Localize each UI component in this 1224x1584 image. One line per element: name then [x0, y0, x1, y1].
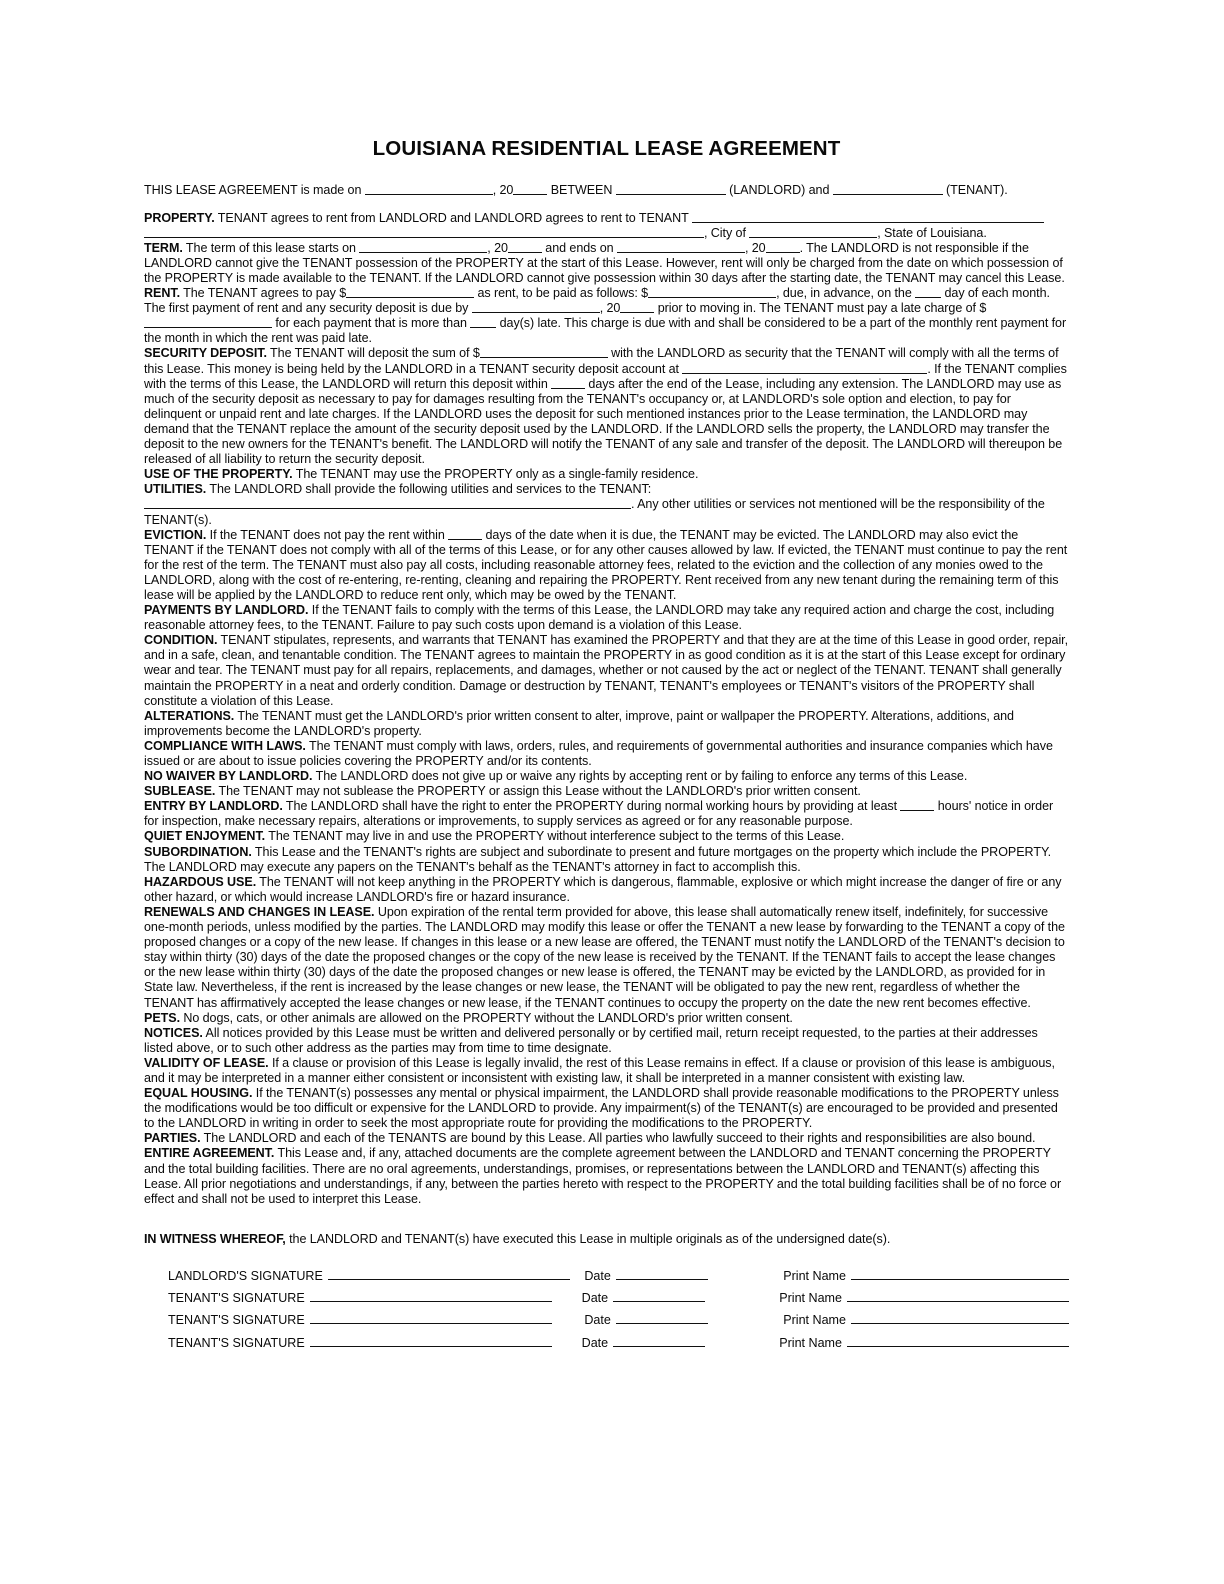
landlord-date-field[interactable] — [584, 1269, 783, 1283]
property-address-blank-1[interactable] — [692, 211, 1044, 222]
tenant2-print-name-field[interactable] — [783, 1313, 1069, 1327]
utilities-text-1: The LANDLORD shall provide the following utilities and services to the TENANT: — [209, 482, 652, 497]
rent-text-3: , due, in advance, on the — [776, 286, 916, 301]
eviction-text-2: days of the date when it is due, the TENANT may be evicted. The LANDLORD may also evict the TENANT if the TENANT does not comply with all of the terms of this Lease, or for any other causes allowed by law. If evicted, the TENANT must continue to pay the rent for the rest of the term. The TENANT must also pay all costs, including reasonable attorney fees, related to the eviction and the collection of any monies owed to the LANDLORD, along with the cost of re-entering, re-renting, cleaning and repairing the PROPERTY. Rent received from any new tenant during the remaining term of this lease will be applied by the LANDLORD to reduce rent only, which may be owed by the TENANT. — [144, 527, 1068, 602]
section-compliance-with-laws — [144, 739, 1069, 769]
landlord-date-line[interactable] — [616, 1269, 708, 1280]
rent-text-1: The TENANT agrees to pay $ — [183, 286, 347, 301]
term-text-4: , 20 — [744, 240, 766, 255]
term-text-2: , 20 — [487, 240, 508, 255]
section-body-alterations: The TENANT must get the LANDLORD's prior written consent to alter, improve, paint or wallpaper the PROPERTY. Alterations, additions, and improvements become the LANDLORD's property. — [144, 708, 1014, 738]
tenant3-date-line[interactable] — [613, 1335, 705, 1346]
security-deposit-amount-blank[interactable] — [480, 347, 608, 358]
tenant1-date-label: Date — [581, 1291, 609, 1306]
section-heading-property: PROPERTY. — [144, 210, 215, 225]
section-heading-pets: PETS. — [144, 1010, 181, 1025]
security-text-3: . If the TENANT complies with the terms of this Lease, the LANDLORD will return this deposit within — [144, 361, 1067, 391]
section-alterations — [144, 709, 1069, 739]
section-heading-notices: NOTICES. — [144, 1025, 203, 1040]
term-text-5: . The LANDLORD is not responsible if the LANDLORD cannot give the TENANT possession of the PROPERTY at the start of this Lease. However, rent will only be charged from the date on which possession of the PROPERTY is made available to the TENANT. If the LANDLORD cannot give possession within 30 days after the starting date, the TENANT may cancel this Lease. — [144, 240, 1065, 286]
landlord-date-label: Date — [584, 1268, 611, 1283]
term-end-year-blank[interactable] — [766, 242, 800, 253]
section-parties — [144, 1131, 1069, 1146]
tenant2-signature-label: TENANT'S SIGNATURE — [168, 1313, 305, 1328]
tenant3-date-field[interactable] — [582, 1335, 780, 1349]
section-heading-renewals-and-changes: RENEWALS AND CHANGES IN LEASE. — [144, 904, 375, 919]
section-subordination — [144, 845, 1069, 875]
intro-text-3: BETWEEN — [547, 182, 616, 197]
security-deposit-account-blank[interactable] — [682, 362, 927, 373]
signature-block — [144, 1269, 1069, 1358]
section-heading-eviction: EVICTION. — [144, 527, 207, 542]
property-city-text: , City of — [704, 225, 750, 240]
section-heading-utilities: UTILITIES. — [144, 482, 207, 497]
section-heading-use-of-property: USE OF THE PROPERTY. — [144, 467, 293, 482]
tenant3-signature-label: TENANT'S SIGNATURE — [168, 1335, 305, 1350]
landlord-print-name-label: Print Name — [783, 1268, 846, 1283]
section-heading-compliance-with-laws: COMPLIANCE WITH LAWS. — [144, 738, 306, 753]
tenant2-signature-field[interactable] — [168, 1313, 584, 1327]
section-no-waiver-by-landlord — [144, 769, 1069, 784]
section-body-validity-of-lease: If a clause or provision of this Lease is legally invalid, the rest of this Lease remains in effect. If a clause or provision of this lease is ambiguous, and it may be interpreted in a manner either consistent or inconsistent with existing law, it shall be interpreted in a manner consistent with existing law. — [144, 1055, 1055, 1085]
property-address-blank-2[interactable] — [144, 226, 704, 237]
section-body-subordination: This Lease and the TENANT's rights are subject and subordinate to present and future mortgages on the property which include the PROPERTY. The LANDLORD may execute any papers on the TENANT's behalf as the TENANT's attorney in fact to accomplish this. — [144, 844, 1052, 874]
tenant3-signature-line[interactable] — [310, 1335, 552, 1346]
section-body-entire-agreement: This Lease and, if any, attached documents are the complete agreement between the LANDLORD and TENANT concerning the PROPERTY and the total building facilities. There are no oral agreements, understandings, promises, or representations between the LANDLORD and TENANT(s) affecting this Lease. All prior negotiations and understandings, if any, between the parties hereto with respect to the PROPERTY and the total building facilities shall be of no force or effect and shall not be used to interpret this Lease. — [144, 1146, 1062, 1206]
security-text-1: The TENANT will deposit the sum of $ — [270, 346, 480, 361]
section-heading-entry-by-landlord: ENTRY BY LANDLORD. — [144, 799, 283, 814]
property-city-blank[interactable] — [749, 226, 877, 237]
tenant1-signature-line[interactable] — [310, 1291, 552, 1302]
section-notices — [144, 1026, 1069, 1056]
rent-text-8: day(s) late. This charge is due with and shall be considered to be a part of the monthly rent payment for the month in which the rent was paid late. — [144, 316, 1067, 346]
tenant2-print-name-line[interactable] — [851, 1313, 1069, 1324]
section-payments-by-landlord — [144, 603, 1069, 633]
section-heading-security-deposit: SECURITY DEPOSIT. — [144, 346, 267, 361]
section-heading-condition: CONDITION. — [144, 633, 218, 648]
entry-text-2: hours' notice in order for inspection, make necessary repairs, alterations or improvements, to supply services as agreed or for any reasonable purpose. — [144, 799, 1054, 829]
tenant2-signature-line[interactable] — [310, 1313, 552, 1324]
section-pets — [144, 1011, 1069, 1026]
section-body-no-waiver-by-landlord: The LANDLORD does not give up or waive any rights by accepting rent or by failing to enforce any terms of this Lease. — [315, 769, 968, 784]
rent-installment-blank[interactable] — [648, 287, 776, 298]
section-term — [144, 241, 1069, 286]
section-body-quiet-enjoyment: The TENANT may live in and use the PROPERTY without interference subject to the terms of this Lease. — [268, 829, 845, 844]
section-heading-entire-agreement: ENTIRE AGREEMENT. — [144, 1146, 275, 1161]
tenant1-signature-label: TENANT'S SIGNATURE — [168, 1291, 305, 1306]
security-text-4: days after the end of the Lease, including any extension. The LANDLORD may use as much of the security deposit as necessary to pay for damages resulting from the TENANT's occupancy or, at LANDLORD's sole option and election, to pay for delinquent or unpaid rent and late charges. If the LANDLORD uses the deposit for such mentioned instances prior to the Lease termination, the LANDLORD may demand that the TENANT replace the amount of the security deposit used by the LANDLORD. If the LANDLORD sells the property, the LANDLORD may transfer the deposit to the new owners for the TENANT's benefit. The LANDLORD will notify the TENANT of any sale and transfer of the deposit. The LANDLORD will thereupon be released of all liability to return the security deposit. — [144, 376, 1063, 467]
section-use-of-property — [144, 467, 1069, 482]
signature-row-tenant-2 — [168, 1313, 1069, 1335]
section-renewals-and-changes — [144, 905, 1069, 1011]
section-equal-housing — [144, 1086, 1069, 1131]
term-end-date-blank[interactable] — [617, 242, 745, 253]
intro-text-1: THIS LEASE AGREEMENT is made on — [144, 182, 365, 197]
landlord-signature-label: LANDLORD'S SIGNATURE — [168, 1268, 323, 1283]
property-state-text: , State of Louisiana. — [877, 225, 987, 240]
intro-text-5: (TENANT). — [942, 182, 1008, 197]
section-body-parties: The LANDLORD and each of the TENANTS are bound by this Lease. All parties who lawfully succeed to their rights and responsibilities are also bound. — [203, 1131, 1036, 1146]
rent-text-7: for each payment that is more than — [272, 316, 471, 331]
section-heading-rent: RENT. — [144, 286, 180, 301]
section-heading-no-waiver-by-landlord: NO WAIVER BY LANDLORD. — [144, 769, 313, 784]
section-heading-term: TERM. — [144, 240, 183, 255]
section-quiet-enjoyment — [144, 829, 1069, 844]
tenant3-signature-field[interactable] — [168, 1335, 582, 1349]
tenant3-print-name-field[interactable] — [779, 1335, 1069, 1349]
section-entry-by-landlord — [144, 799, 1069, 829]
section-property — [144, 211, 1069, 241]
section-heading-quiet-enjoyment: QUIET ENJOYMENT. — [144, 829, 266, 844]
tenant1-print-name-line[interactable] — [847, 1291, 1069, 1302]
tenant3-date-label: Date — [581, 1335, 609, 1350]
intro-text-4: (LANDLORD) and — [725, 182, 833, 197]
section-hazardous-use — [144, 875, 1069, 905]
page-title: LOUISIANA RESIDENTIAL LEASE AGREEMENT — [372, 137, 841, 160]
witness-body: the LANDLORD and TENANT(s) have executed this Lease in multiple originals as of the undersigned date(s). — [289, 1231, 891, 1246]
tenant-name-blank[interactable] — [833, 183, 943, 194]
section-eviction — [144, 528, 1069, 603]
tenant2-date-field[interactable] — [584, 1313, 783, 1327]
section-rent — [144, 286, 1069, 346]
witness-heading: IN WITNESS WHEREOF, — [144, 1231, 286, 1246]
section-sublease — [144, 784, 1069, 799]
term-text-3: and ends on — [541, 240, 617, 255]
section-entire-agreement — [144, 1146, 1069, 1206]
signature-row-tenant-3 — [168, 1335, 1069, 1357]
rent-text-2: as rent, to be paid as follows: $ — [474, 286, 649, 301]
entry-notice-hours-blank[interactable] — [900, 800, 934, 811]
rent-due-day-blank[interactable] — [915, 287, 941, 298]
term-start-date-blank[interactable] — [359, 242, 487, 253]
section-body-notices: All notices provided by this Lease must be written and delivered personally or by certified mail, return receipt requested, to the parties at their addresses listed above, or to such other address as the parties may from time to time designate. — [144, 1025, 1038, 1055]
rent-amount-blank[interactable] — [346, 287, 474, 298]
section-heading-hazardous-use: HAZARDOUS USE. — [144, 874, 257, 889]
signature-row-tenant-1 — [168, 1291, 1069, 1313]
tenant1-date-line[interactable] — [613, 1291, 705, 1302]
landlord-signature-line[interactable] — [328, 1269, 570, 1280]
utilities-text-2: . Any other utilities or services not mentioned will be the responsibility of the TENANT(s). — [144, 497, 1045, 527]
tenant2-date-label: Date — [584, 1313, 611, 1328]
security-return-days-blank[interactable] — [551, 377, 585, 388]
section-body-payments-by-landlord: If the TENANT fails to comply with the terms of this Lease, the LANDLORD may take any required action and charge the cost, including reasonable attorney fees, to the TENANT. Failure to pay such costs upon demand is a violation of this Lease. — [144, 603, 1055, 633]
rent-text-5: , 20 — [599, 301, 621, 316]
section-security-deposit — [144, 346, 1069, 467]
landlord-name-blank[interactable] — [616, 183, 726, 194]
security-text-2: with the LANDLORD as security that the TENANT will comply with all the terms of this Lease. This money is being held by the LANDLORD in a TENANT security deposit account at — [144, 346, 1059, 376]
section-heading-validity-of-lease: VALIDITY OF LEASE. — [144, 1055, 269, 1070]
section-validity-of-lease — [144, 1056, 1069, 1086]
intro-text-2: , 20 — [492, 182, 514, 197]
section-heading-parties: PARTIES. — [144, 1131, 201, 1146]
tenant3-print-name-label: Print Name — [779, 1335, 842, 1350]
section-body-equal-housing: If the TENANT(s) possesses any mental or physical impairment, the LANDLORD shall provide reasonable modifications to the PROPERTY unless the modifications would be too difficult or expensive for the LANDLORD to provide. Any impairment(s) of the TENANT(s) are encouraged to be provided and presented to the LANDLORD in writing in order to seek the most appropriate route for providing the modifications to the PROPERTY. — [144, 1086, 1059, 1131]
section-heading-sublease: SUBLEASE. — [144, 784, 216, 799]
section-body-pets: No dogs, cats, or other animals are allowed on the PROPERTY without the LANDLORD's prior written consent. — [183, 1010, 793, 1025]
rent-text-6: prior to moving in. The TENANT must pay a late charge of $ — [654, 301, 987, 316]
eviction-text-1: If the TENANT does not pay the rent within — [209, 527, 449, 542]
landlord-print-name-line[interactable] — [851, 1269, 1069, 1280]
section-heading-equal-housing: EQUAL HOUSING. — [144, 1086, 253, 1101]
section-body-hazardous-use: The TENANT will not keep anything in the PROPERTY which is dangerous, flammable, explosive or which might increase the danger of fire or any other hazard, or which would increase LANDLORD's fire or hazard insurance. — [144, 874, 1062, 904]
year-blank[interactable] — [513, 183, 547, 194]
tenant3-print-name-line[interactable] — [847, 1335, 1069, 1346]
tenant1-print-name-label: Print Name — [779, 1291, 842, 1306]
date-blank[interactable] — [365, 183, 493, 194]
section-heading-alterations: ALTERATIONS. — [144, 708, 235, 723]
entry-text-1: The LANDLORD shall have the right to enter the PROPERTY during normal working hours by providing at least — [285, 799, 901, 814]
section-heading-subordination: SUBORDINATION. — [144, 844, 252, 859]
utilities-list-blank[interactable] — [144, 498, 631, 509]
tenant2-print-name-label: Print Name — [783, 1313, 846, 1328]
rent-text-4: day of each month. The first payment of rent and any security deposit is due by — [144, 286, 1050, 316]
tenant1-signature-field[interactable] — [168, 1291, 582, 1305]
witness-clause — [144, 1232, 1069, 1247]
section-heading-payments-by-landlord: PAYMENTS BY LANDLORD. — [144, 603, 309, 618]
term-text-1: The term of this lease starts on — [185, 240, 360, 255]
eviction-grace-days-blank[interactable] — [448, 528, 482, 539]
signature-row-landlord — [168, 1269, 1069, 1291]
section-body-sublease: The TENANT may not sublease the PROPERTY or assign this Lease without the LANDLORD's prior written consent. — [218, 784, 861, 799]
section-utilities — [144, 482, 1069, 527]
tenant1-print-name-field[interactable] — [779, 1291, 1069, 1305]
intro-paragraph — [144, 183, 1069, 198]
rent-first-payment-year-blank[interactable] — [620, 302, 654, 313]
section-body-use-of-property: The TENANT may use the PROPERTY only as a single-family residence. — [295, 467, 699, 482]
section-body-renewals-and-changes: Upon expiration of the rental term provided for above, this lease shall automatically renew itself, indefinitely, for successive one-month periods, unless modified by the parties. The LANDLORD may modify this lease or offer the TENANT a new lease by forwarding to the TENANT a copy of the proposed changes or a copy of the new lease. If changes in this lease or a new lease are offered, the TENANT must notify the LANDLORD of the TENANT's decision to stay within thirty (30) days of the date the proposed changes or the copy of the new lease is received by the TENANT. If the TENANT fails to accept the lease changes or the new lease within thirty (30) days of the date the proposed changes or new lease is offered, the TENANT may be evicted by the LANDLORD, as provided for in State law. Nevertheless, if the rent is increased by the lease changes or new lease, the TENANT will be obligated to pay the new rent, regardless of whether the TENANT has affirmatively accepted the lease changes or new lease, if the TENANT continues to occupy the property on the date the new rent becomes effective. — [144, 904, 1065, 1010]
section-body-condition: TENANT stipulates, represents, and warrants that TENANT has examined the PROPERTY and that they are at the time of this Lease in good order, repair, and in a safe, clean, and tenantable condition. The TENANT agrees to maintain the PROPERTY in as good condition as it is at the start of this Lease except for ordinary wear and tear. The TENANT must pay for all repairs, replacements, and damages, whether or not caused by the act or neglect of the TENANT. TENANT shall generally maintain the PROPERTY in a neat and orderly condition. Damage or destruction by TENANT, TENANT's employees or TENANT's visitors of the PROPERTY shall constitute a violation of this Lease. — [144, 633, 1069, 708]
rent-first-payment-date-blank[interactable] — [472, 302, 600, 313]
tenant1-date-field[interactable] — [582, 1291, 780, 1305]
rent-late-charge-blank[interactable] — [144, 317, 272, 328]
landlord-signature-field[interactable] — [168, 1269, 584, 1283]
term-start-year-blank[interactable] — [508, 242, 542, 253]
section-body-compliance-with-laws: The TENANT must comply with laws, orders, rules, and requirements of governmental authorities and insurance companies which have issued or are about to issue policies covering the PROPERTY and/or its contents. — [144, 738, 1053, 769]
landlord-print-name-field[interactable] — [783, 1269, 1069, 1283]
section-body-property: TENANT agrees to rent from LANDLORD and LANDLORD agrees to rent to TENANT — [217, 210, 689, 225]
section-condition — [144, 633, 1069, 708]
tenant2-date-line[interactable] — [616, 1313, 708, 1324]
rent-late-days-blank[interactable] — [470, 317, 496, 328]
